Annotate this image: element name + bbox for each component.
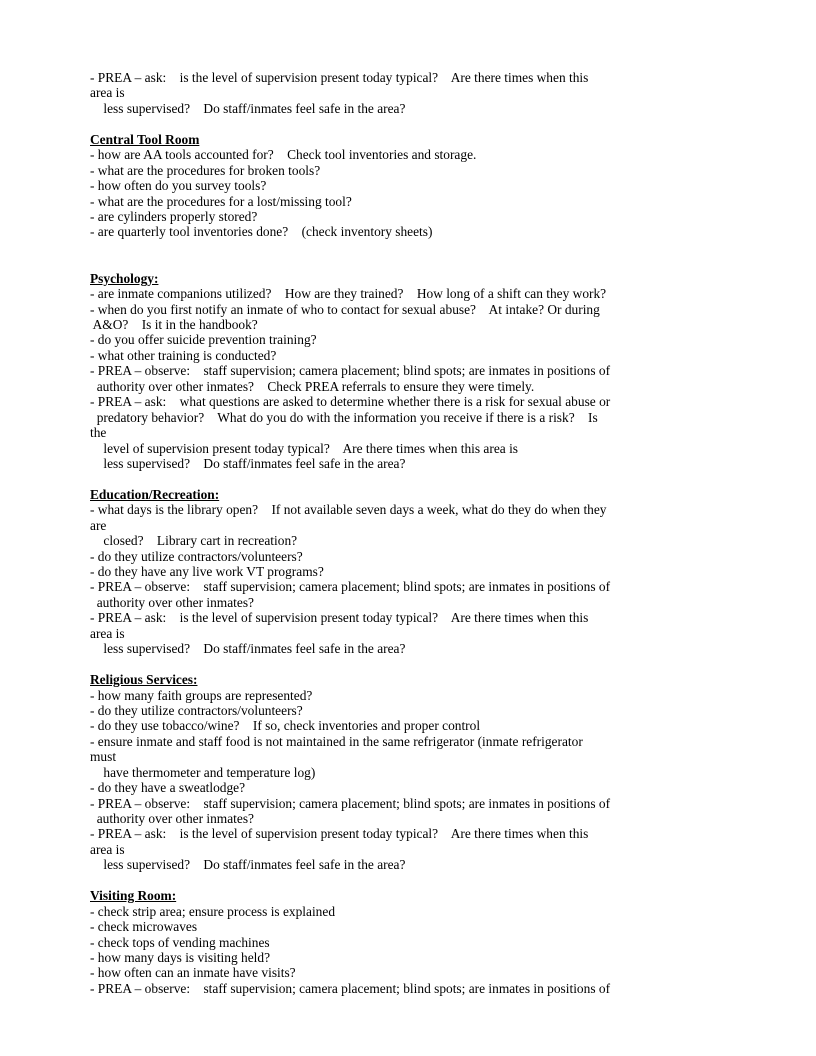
text-line: less supervised? Do staff/inmates feel safe in the area?: [90, 455, 406, 471]
text-line: the: [90, 425, 107, 441]
text-line: - PREA – ask: is the level of supervision present today typical? Are there times when this: [90, 70, 589, 85]
text-line: authority over other inmates?: [90, 811, 254, 826]
text-line: less supervised? Do staff/inmates feel safe in the area?: [90, 641, 406, 657]
text-line: - when do you first notify an inmate of who to contact for sexual abuse? At intake? Or during: [90, 301, 600, 317]
text-line: - PREA – observe: staff supervision; camera placement; blind spots; are inmates in positions of: [90, 795, 611, 811]
text-line: authority over other inmates? Check PREA referrals to ensure they were timely.: [90, 378, 535, 394]
text-line: authority over other inmates?: [90, 594, 254, 610]
section-heading: Education/Recreation:: [90, 486, 220, 502]
text-line: are: [90, 517, 107, 533]
blank-line: [90, 873, 816, 888]
blank-line: [90, 255, 816, 270]
text-line: - how many days is visiting held?: [90, 949, 271, 965]
text-line: A&O? Is it in the handbook?: [90, 317, 258, 332]
text-line: - do they have a sweatlodge?: [90, 780, 246, 796]
text-line: - do they use tobacco/wine? If so, check inventories and proper control: [90, 718, 481, 734]
text-line: - PREA – ask: is the level of supervision present today typical? Are there times when this: [90, 826, 589, 842]
text-line: - what are the procedures for a lost/missing tool?: [90, 193, 352, 209]
text-line: - PREA – observe: staff supervision; camera placement; blind spots; are inmates in positions of: [90, 980, 611, 996]
text-line: - check tops of vending machines: [90, 934, 270, 950]
text-line: - PREA – ask: what questions are asked to determine whether there is a risk for sexual abuse or: [90, 394, 611, 410]
text-line: - do they utilize contractors/volunteers?: [90, 548, 303, 564]
blank-line: [90, 240, 816, 255]
text-line: - what days is the library open? If not available seven days a week, what do they do when they: [90, 502, 607, 518]
text-line: - do they have any live work VT programs?: [90, 564, 324, 579]
text-line: - are inmate companions utilized? How are they trained? How long of a shift can they work?: [90, 286, 607, 302]
text-line: - how are AA tools accounted for? Check tool inventories and storage.: [90, 147, 477, 163]
text-line: predatory behavior? What do you do with the information you receive if there is a risk? Is: [90, 409, 598, 425]
text-line: - check microwaves: [90, 919, 198, 935]
text-line: - PREA – observe: staff supervision; camera placement; blind spots; are inmates in positions of: [90, 579, 611, 595]
text-line: - how often can an inmate have visits?: [90, 965, 296, 981]
text-line: area is: [90, 625, 125, 641]
text-line: - PREA – observe: staff supervision; camera placement; blind spots; are inmates in positions of: [90, 363, 611, 379]
section-heading: Central Tool Room: [90, 131, 200, 147]
text-line: must: [90, 749, 117, 765]
text-line: have thermometer and temperature log): [90, 764, 316, 780]
text-line: - ensure inmate and staff food is not maintained in the same refrigerator (inmate refrigerator: [90, 733, 583, 749]
blank-line: [90, 471, 816, 486]
text-line: - how often do you survey tools?: [90, 178, 267, 194]
text-line: - how many faith groups are represented?: [90, 687, 313, 703]
text-line: - PREA – ask: is the level of supervision present today typical? Are there times when this: [90, 610, 589, 626]
text-line: area is: [90, 85, 125, 101]
section-heading: Visiting Room:: [90, 888, 177, 904]
text-line: - what other training is conducted?: [90, 347, 277, 363]
text-line: closed? Library cart in recreation?: [90, 533, 298, 549]
text-line: level of supervision present today typical? Are there times when this area is: [90, 440, 519, 456]
text-line: - what are the procedures for broken tools?: [90, 162, 321, 178]
section-heading: Psychology:: [90, 270, 159, 286]
text-line: - check strip area; ensure process is explained: [90, 903, 336, 919]
text-line: - are quarterly tool inventories done? (check inventory sheets): [90, 224, 433, 240]
section-heading: Religious Services:: [90, 672, 198, 688]
text-line: - do you offer suicide prevention training?: [90, 332, 317, 348]
blank-line: [90, 657, 816, 672]
text-line: - do they utilize contractors/volunteers?: [90, 702, 303, 718]
document-lines: [90, 70, 816, 996]
document-page: [90, 70, 816, 996]
blank-line: [90, 116, 816, 131]
text-line: - are cylinders properly stored?: [90, 208, 258, 224]
text-line: less supervised? Do staff/inmates feel safe in the area?: [90, 857, 406, 873]
text-line: area is: [90, 841, 125, 857]
text-line: less supervised? Do staff/inmates feel safe in the area?: [90, 100, 406, 116]
